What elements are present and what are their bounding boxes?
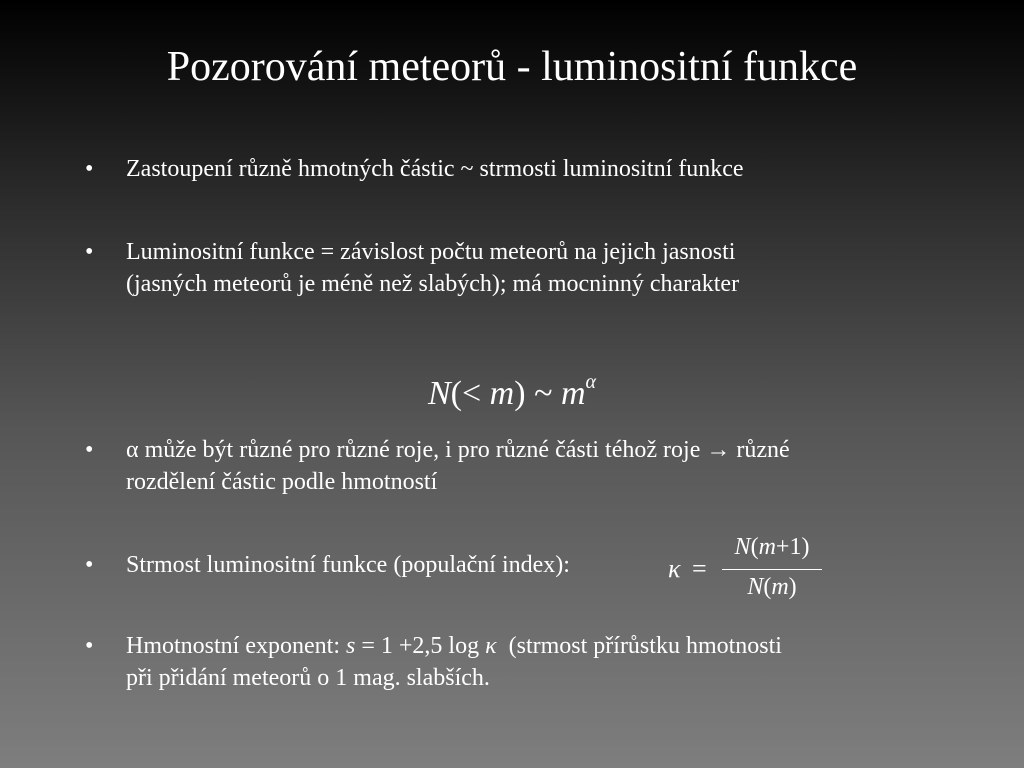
bullet-3-line-1: α může být různé pro různé roje, i pro různé části téhož roje → různé (126, 437, 790, 463)
bullet-marker: • (85, 552, 94, 578)
bullet-2-text (126, 236, 926, 300)
population-index-formula (668, 534, 838, 606)
bullet-3-line-2: rozdělení částic podle hmotností (126, 469, 438, 495)
bullet-marker: • (85, 633, 94, 659)
slide-title: Pozorování meteorů - luminositní funkce (166, 44, 858, 90)
equals-sign: = (692, 554, 707, 583)
bullet-1-text (126, 153, 926, 185)
luminosity-formula: N(< m) ~ $m^\alpha$ (427, 371, 597, 412)
bullet-marker: • (85, 239, 94, 265)
bullet-2-line-2: (jasných meteorů je méně než slabých); má mocninný charakter (126, 271, 740, 297)
fraction-denominator: N(m) (747, 574, 797, 600)
bullet-2-line-1: Luminositní funkce = závislost počtu meteorů na jejich jasnosti (126, 239, 736, 265)
bullet-4-text: Strmost luminositní funkce (populační index): (126, 552, 570, 578)
bullet-1-line: Zastoupení různě hmotných částic ~ strmosti luminositní funkce (126, 156, 744, 182)
alpha-symbol: α (126, 437, 139, 463)
arrow-icon: → (706, 437, 731, 463)
fraction-bar (722, 569, 822, 570)
bullet-marker: • (85, 437, 94, 463)
fraction-numerator: N(m+1) (734, 534, 810, 560)
bullet-marker: • (85, 156, 94, 182)
kappa-symbol: κ (668, 554, 681, 583)
bullet-5-line-2: při přidání meteorů o 1 mag. slabších. (126, 665, 490, 691)
bullet-5-line-1: Hmotnostní exponent: s = 1 +2,5 log κ (strmost přírůstku hmotnosti (126, 633, 782, 659)
bullet-5-text (126, 630, 926, 694)
bullet-3-text (126, 434, 926, 498)
